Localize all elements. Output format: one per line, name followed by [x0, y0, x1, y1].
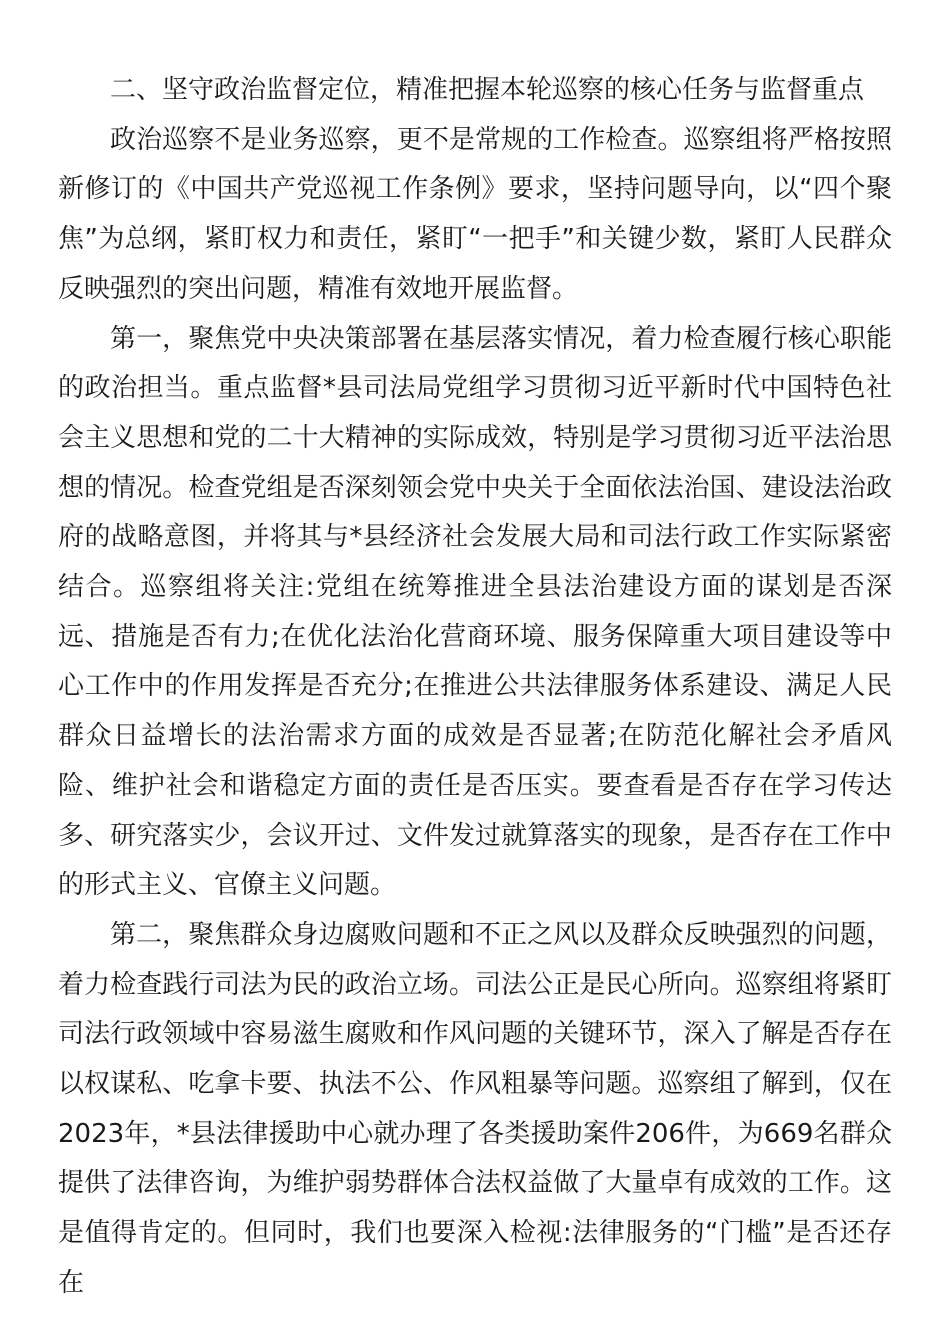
paragraph-intro: 政治巡察不是业务巡察，更不是常规的工作检查。巡察组将严格按照新修订的《中国共产党巡视工作条例》要求，坚持问题导向，以“四个聚焦”为总纲，紧盯权力和责任，紧盯“一把手”和关键少数，紧盯人民群众反映强烈的突出问题，精准有效地开展监督。	[58, 124, 892, 304]
document-page	[58, 66, 892, 1309]
section-heading: 二、坚守政治监督定位，精准把握本轮巡察的核心任务与监督重点	[110, 75, 865, 105]
paragraph-first-focus: 第一，聚焦党中央决策部署在基层落实情况，着力检查履行核心职能的政治担当。重点监督*县司法局党组学习贯彻习近平新时代中国特色社会主义思想和党的二十大精神的实际成效，特别是学习贯彻习近平法治思想的情况。检查党组是否深刻领会党中央关于全面依法治国、建设法治政府的战略意图，并将其与*县经济社会发展大局和司法行政工作实际紧密结合。巡察组将关注:党组在统筹推进全县法治建设方面的谋划是否深远、措施是否有力;在优化法治化营商环境、服务保障重大项目建设等中心工作中的作用发挥是否充分;在推进公共法律服务体系建设、满足人民群众日益增长的法治需求方面的成效是否显著;在防范化解社会矛盾风险、维护社会和谐稳定方面的责任是否压实。要查看是否存在学习传达多、研究落实少，会议开过、文件发过就算落实的现象，是否存在工作中的形式主义、官僚主义问题。	[58, 323, 892, 901]
paragraph-second-focus: 第二，聚焦群众身边腐败问题和不正之风以及群众反映强烈的问题，着力检查践行司法为民的政治立场。司法公正是民心所向。巡察组将紧盯司法行政领域中容易滋生腐败和作风问题的关键环节，深入了解是否存在以权谋私、吃拿卡要、执法不公、作风粗暴等问题。巡察组了解到，仅在2023年，*县法律援助中心就办理了各类援助案件206件，为669名群众提供了法律咨询，为维护弱势群体合法权益做了大量卓有成效的工作。这是值得肯定的。但同时，我们也要深入检视:法律服务的“门槛”是否还存在	[58, 919, 892, 1298]
